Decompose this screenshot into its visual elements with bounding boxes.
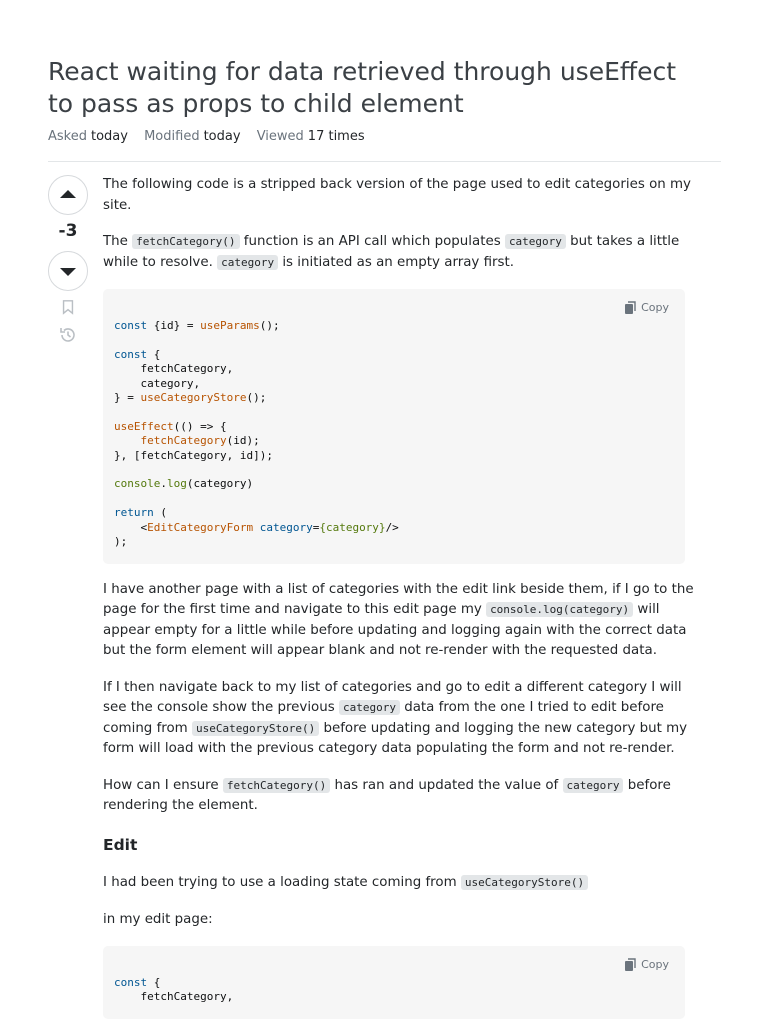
code-token: fetchCategory, <box>114 362 234 376</box>
text-span: will appear empty for a little while before updating and logging again with the correct data but the form element will appear blank and not re-render with the requested data. <box>103 602 687 658</box>
upvote-icon <box>59 186 77 204</box>
code-token <box>253 521 260 534</box>
code-token: const <box>114 347 148 361</box>
code-token: ( <box>153 506 167 520</box>
viewed-label: Viewed <box>256 129 304 144</box>
upvote-button[interactable] <box>48 175 88 215</box>
code-content <box>114 319 674 550</box>
post-paragraph <box>103 175 705 216</box>
code-token: . <box>160 477 167 491</box>
code-token: } = <box>114 391 141 405</box>
text-span: in my edit page: <box>103 911 213 927</box>
code-block <box>103 946 685 1019</box>
code-token: return <box>114 506 154 520</box>
code-block <box>103 289 685 564</box>
text-span: data from the one I tried to edit before coming from <box>103 700 664 736</box>
code-token: (() => { <box>173 419 227 433</box>
downvote-icon <box>59 262 77 280</box>
asked-meta <box>48 129 128 144</box>
history-icon <box>59 326 77 344</box>
bookmark-icon <box>60 299 76 315</box>
edit-heading: Edit <box>103 835 138 854</box>
modified-label: Modified <box>144 129 200 144</box>
text-span: I have another page with a list of categories with the edit link beside them, if I go to the page for the first time and navigate to this edit page my <box>103 581 694 617</box>
code-token: /> <box>385 520 399 534</box>
code-content <box>114 976 674 1005</box>
code-token: fetchCategory, <box>114 990 234 1004</box>
history-button[interactable] <box>58 325 78 345</box>
text-span: has ran and updated the value of <box>330 777 563 793</box>
copy-label: Copy <box>641 301 669 314</box>
downvote-button[interactable] <box>48 251 88 291</box>
code-token: = <box>312 520 320 534</box>
asked-label: Asked <box>48 129 87 144</box>
question-meta <box>48 129 377 144</box>
post-paragraph <box>103 910 705 931</box>
text-span: is initiated as an empty array first. <box>278 254 515 270</box>
inline-code: fetchCategory() <box>132 234 239 249</box>
post-body <box>103 175 705 1024</box>
post-paragraph <box>103 580 705 662</box>
text-span: The following code is a stripped back version of the page used to edit categories on my site. <box>103 177 691 213</box>
code-token: useParams <box>200 319 260 332</box>
inline-code: console.log(category) <box>486 602 633 617</box>
copy-button[interactable] <box>624 955 669 976</box>
code-token: useEffect <box>114 419 174 433</box>
inline-code: category <box>217 255 278 270</box>
text-span: The <box>103 234 133 249</box>
code-token: const <box>114 319 148 332</box>
code-token: (category) <box>186 477 254 491</box>
modified-meta <box>144 129 240 144</box>
code-token: { <box>147 976 161 989</box>
text-span: before updating and logging the new category but my form will load with the previous category data populating the form and not re-render. <box>103 720 688 756</box>
code-token: EditCategoryForm <box>147 520 254 534</box>
code-token: < <box>114 520 148 534</box>
header-divider <box>48 161 721 162</box>
vote-count: -3 <box>58 221 78 241</box>
code-token: useCategoryStore <box>140 391 247 405</box>
code-token: ); <box>114 535 128 549</box>
code-token: (id); <box>226 434 260 448</box>
post-paragraph <box>103 776 705 817</box>
post-paragraph <box>103 232 705 273</box>
code-token: {category} <box>319 520 386 534</box>
copy-icon <box>624 301 637 315</box>
code-token <box>114 434 141 447</box>
code-token: {id} = <box>147 319 201 332</box>
text-span: but takes a little while to resolve. <box>103 234 680 270</box>
text-span: If I then navigate back to my list of categories and go to edit a different category I will see the console show the previous <box>103 679 682 715</box>
code-token: console <box>114 477 161 491</box>
code-token: category <box>259 520 313 534</box>
bookmark-button[interactable] <box>58 297 78 317</box>
code-token: category, <box>114 376 201 390</box>
question-title[interactable]: React waiting for data retrieved through useEffect to pass as props to child element <box>48 57 677 118</box>
copy-icon <box>624 958 637 972</box>
inline-code: category <box>563 778 624 793</box>
code-token: { <box>147 347 161 361</box>
copy-label: Copy <box>641 958 669 971</box>
code-token: log <box>166 477 187 491</box>
text-span: function is an API call which populates <box>239 234 505 249</box>
viewed-value: 17 times <box>307 129 365 144</box>
inline-code: fetchCategory() <box>223 778 330 793</box>
code-token: (); <box>259 319 280 332</box>
code-token: (); <box>246 391 267 405</box>
copy-button[interactable] <box>624 298 669 319</box>
code-token: }, [fetchCategory, id]); <box>114 448 273 462</box>
inline-code: useCategoryStore() <box>461 875 588 890</box>
viewed-meta <box>257 129 365 144</box>
code-token: const <box>114 976 148 989</box>
post-paragraph <box>103 873 705 894</box>
modified-value[interactable]: today <box>203 129 241 144</box>
text-span: I had been trying to use a loading state coming from <box>103 875 461 890</box>
inline-code: useCategoryStore() <box>192 721 319 736</box>
inline-code: category <box>505 234 566 249</box>
asked-value: today <box>90 129 128 144</box>
post-paragraph <box>103 678 705 760</box>
inline-code: category <box>339 700 400 715</box>
code-token: fetchCategory <box>140 434 227 448</box>
text-span: How can I ensure <box>103 777 223 793</box>
text-span: before rendering the element. <box>103 777 671 813</box>
